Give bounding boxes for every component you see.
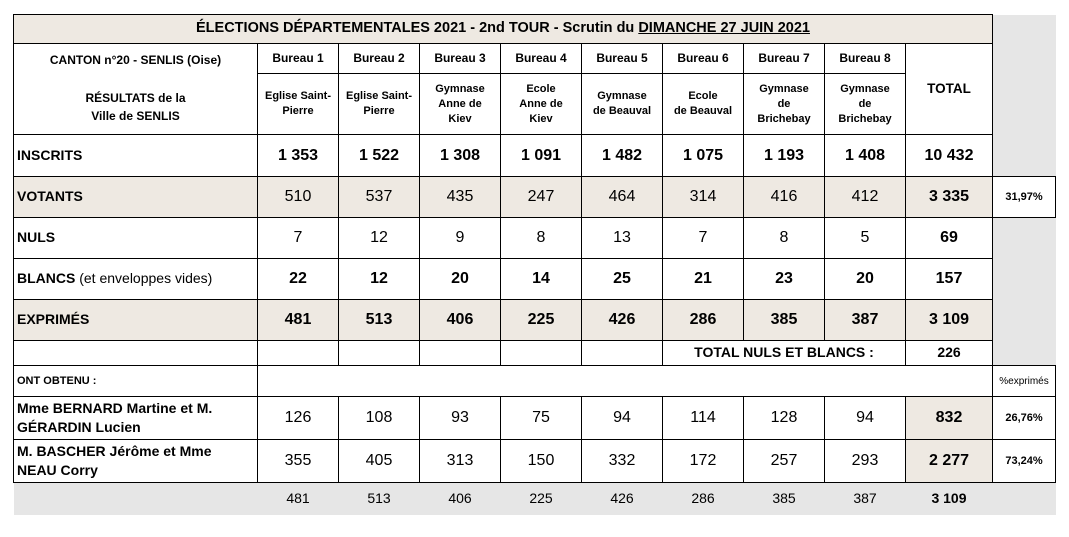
- bureau-number: Bureau 6: [663, 44, 744, 74]
- candidate-percent: 26,76%: [993, 397, 1056, 440]
- inscrits-value: 1 091: [501, 135, 582, 177]
- bureau-place-line: Gymnase: [759, 82, 809, 95]
- candidate-votes: 405: [339, 440, 420, 483]
- bureau-number: Bureau 8: [825, 44, 906, 74]
- ont-obtenu-label: ONT OBTENU :: [14, 366, 258, 397]
- footer-total: 3 109: [906, 483, 993, 515]
- results-table: [13, 14, 1056, 515]
- inscrits-value: 1 308: [420, 135, 501, 177]
- bureau-number: Bureau 1: [258, 44, 339, 74]
- candidate-name-line: GÉRARDIN Lucien: [17, 419, 141, 435]
- inscrits-label: [14, 135, 258, 177]
- inscrits-value: 1 522: [339, 135, 420, 177]
- bureau-place-line: Brichebay: [838, 112, 892, 125]
- candidate-name-line: M. BASCHER Jérôme et Mme: [17, 443, 212, 459]
- inscrits-value: 1 193: [744, 135, 825, 177]
- bureau-place-line: Ecole: [526, 82, 556, 95]
- footer-value: 406: [420, 483, 501, 515]
- bureau-place: [582, 74, 663, 135]
- margin-cell: [993, 300, 1056, 341]
- candidate-votes: 293: [825, 440, 906, 483]
- blancs-value: 21: [663, 259, 744, 300]
- nuls-label-text: NULS: [17, 229, 56, 246]
- blancs-value: 25: [582, 259, 663, 300]
- inscrits-value: 1 353: [258, 135, 339, 177]
- exprimes-value: 406: [420, 300, 501, 341]
- footer-value: 481: [258, 483, 339, 515]
- bureau-place: [825, 74, 906, 135]
- bureau-place-line: Anne de: [438, 97, 482, 110]
- votants-value: 537: [339, 177, 420, 218]
- candidate-name: [14, 397, 258, 440]
- inscrits-value: 1 482: [582, 135, 663, 177]
- bureau-place-line: Eglise Saint-: [345, 90, 413, 102]
- nuls-value: 8: [501, 218, 582, 259]
- blank-cell: [582, 341, 663, 366]
- candidate-votes: 257: [744, 440, 825, 483]
- candidate-votes: 93: [420, 397, 501, 440]
- footer-value: 385: [744, 483, 825, 515]
- nuls-value: 7: [663, 218, 744, 259]
- votants-percent: 31,97%: [993, 177, 1056, 218]
- blancs-label-note: (et enveloppes vides): [75, 270, 213, 287]
- bureau-place-line: Eglise Saint-: [264, 90, 332, 102]
- exprimes-value: 387: [825, 300, 906, 341]
- nuls-value: 7: [258, 218, 339, 259]
- bureau-place: [663, 74, 744, 135]
- votants-label: [14, 177, 258, 218]
- pct-exprimes-header: %exprimés: [993, 366, 1056, 397]
- candidate-total: 832: [906, 397, 993, 440]
- blancs-label-text: BLANCS: [17, 270, 76, 287]
- candidate-total: 2 277: [906, 440, 993, 483]
- candidate-name-line: NEAU Corry: [17, 462, 98, 478]
- blank-cell: [339, 341, 420, 366]
- blancs-value: 22: [258, 259, 339, 300]
- margin-cell: [993, 341, 1056, 366]
- blancs-value: 12: [339, 259, 420, 300]
- canton-label: CANTON n°20 - SENLIS (Oise): [49, 53, 222, 67]
- votants-value: 510: [258, 177, 339, 218]
- blank-cell: [420, 341, 501, 366]
- footer-value: 225: [501, 483, 582, 515]
- bureau-place-line: Gymnase: [597, 90, 647, 102]
- footer-value: 426: [582, 483, 663, 515]
- candidate-votes: 94: [825, 397, 906, 440]
- sheet-title: [14, 15, 993, 44]
- nuls-value: 5: [825, 218, 906, 259]
- bureau-place-line: de Beauval: [673, 105, 733, 117]
- exprimes-value: 426: [582, 300, 663, 341]
- blank-cell: [258, 341, 339, 366]
- bureau-place-line: Gymnase: [435, 82, 485, 95]
- footer-value: 387: [825, 483, 906, 515]
- blank-cell: [501, 341, 582, 366]
- bureau-place-line: Brichebay: [757, 112, 811, 125]
- exprimes-value: 286: [663, 300, 744, 341]
- candidate-name-line: Mme BERNARD Martine et M.: [17, 400, 213, 416]
- bureau-place: [339, 74, 420, 135]
- votants-value: 314: [663, 177, 744, 218]
- votants-value: 247: [501, 177, 582, 218]
- candidate-votes: 94: [582, 397, 663, 440]
- title-date: DIMANCHE 27 JUIN 2021: [638, 20, 810, 37]
- margin-cell: [993, 483, 1056, 515]
- bureau-place-line: Gymnase: [840, 82, 890, 95]
- nuls-value: 9: [420, 218, 501, 259]
- blancs-value: 14: [501, 259, 582, 300]
- bureau-place-line: de: [777, 97, 791, 110]
- title-text: ÉLECTIONS DÉPARTEMENTALES 2021 - 2nd TOUR - Scrutin du: [196, 20, 635, 37]
- bureau-number: Bureau 3: [420, 44, 501, 74]
- candidate-votes: 355: [258, 440, 339, 483]
- candidate-name: [14, 440, 258, 483]
- footer-value: 286: [663, 483, 744, 515]
- votants-label-text: VOTANTS: [17, 188, 83, 205]
- candidate-votes: 332: [582, 440, 663, 483]
- inscrits-value: 1 075: [663, 135, 744, 177]
- bureau-place-line: Pierre: [282, 105, 314, 117]
- margin-cell: [993, 44, 1056, 135]
- bureau-place-line: Pierre: [363, 105, 395, 117]
- bureau-place: [420, 74, 501, 135]
- bureau-place: [501, 74, 582, 135]
- margin-cell: [993, 135, 1056, 177]
- nuls-label: [14, 218, 258, 259]
- candidate-votes: 313: [420, 440, 501, 483]
- exprimes-total: 3 109: [906, 300, 993, 341]
- bureau-place-line: Kiev: [529, 112, 553, 125]
- bureau-number: Bureau 2: [339, 44, 420, 74]
- bureau-place: [258, 74, 339, 135]
- blancs-total: 157: [906, 259, 993, 300]
- bureau-number: Bureau 5: [582, 44, 663, 74]
- candidate-votes: 172: [663, 440, 744, 483]
- total-header: TOTAL: [906, 44, 993, 135]
- results-label: RÉSULTATS de la: [85, 91, 186, 106]
- candidate-votes: 75: [501, 397, 582, 440]
- blancs-value: 20: [825, 259, 906, 300]
- footer-blank: [14, 483, 258, 515]
- margin-cell: [993, 259, 1056, 300]
- blank-cell: [14, 341, 258, 366]
- bureau-place-line: de Beauval: [592, 105, 652, 117]
- votants-value: 416: [744, 177, 825, 218]
- inscrits-label-text: INSCRITS: [17, 146, 83, 163]
- margin-cell: [993, 15, 1056, 44]
- blancs-label: [14, 259, 258, 300]
- votants-value: 435: [420, 177, 501, 218]
- exprimes-value: 513: [339, 300, 420, 341]
- exprimes-value: 225: [501, 300, 582, 341]
- total-nuls-blancs-label: TOTAL NULS ET BLANCS :: [663, 341, 906, 366]
- footer-value: 513: [339, 483, 420, 515]
- exprimes-value: 481: [258, 300, 339, 341]
- nuls-total: 69: [906, 218, 993, 259]
- exprimes-value: 385: [744, 300, 825, 341]
- bureau-place: [744, 74, 825, 135]
- header-canton-cell: [14, 44, 258, 135]
- bureau-number: Bureau 4: [501, 44, 582, 74]
- nuls-value: 13: [582, 218, 663, 259]
- blank-cell: [258, 366, 993, 397]
- bureau-place-line: Ecole: [688, 90, 718, 102]
- bureau-number: Bureau 7: [744, 44, 825, 74]
- candidate-votes: 114: [663, 397, 744, 440]
- bureau-place-line: de: [858, 97, 872, 110]
- votants-value: 412: [825, 177, 906, 218]
- results-city: Ville de SENLIS: [91, 109, 180, 124]
- blancs-value: 20: [420, 259, 501, 300]
- candidate-votes: 108: [339, 397, 420, 440]
- bureau-place-line: Kiev: [448, 112, 472, 125]
- candidate-votes: 126: [258, 397, 339, 440]
- candidate-percent: 73,24%: [993, 440, 1056, 483]
- inscrits-value: 1 408: [825, 135, 906, 177]
- candidate-votes: 150: [501, 440, 582, 483]
- votants-total: 3 335: [906, 177, 993, 218]
- total-nuls-blancs-value: 226: [906, 341, 993, 366]
- exprimes-label-text: EXPRIMÉS: [17, 311, 90, 328]
- nuls-value: 12: [339, 218, 420, 259]
- exprimes-label: [14, 300, 258, 341]
- bureau-place-line: Anne de: [519, 97, 563, 110]
- margin-cell: [993, 218, 1056, 259]
- nuls-value: 8: [744, 218, 825, 259]
- inscrits-total: 10 432: [906, 135, 993, 177]
- blancs-value: 23: [744, 259, 825, 300]
- votants-value: 464: [582, 177, 663, 218]
- candidate-votes: 128: [744, 397, 825, 440]
